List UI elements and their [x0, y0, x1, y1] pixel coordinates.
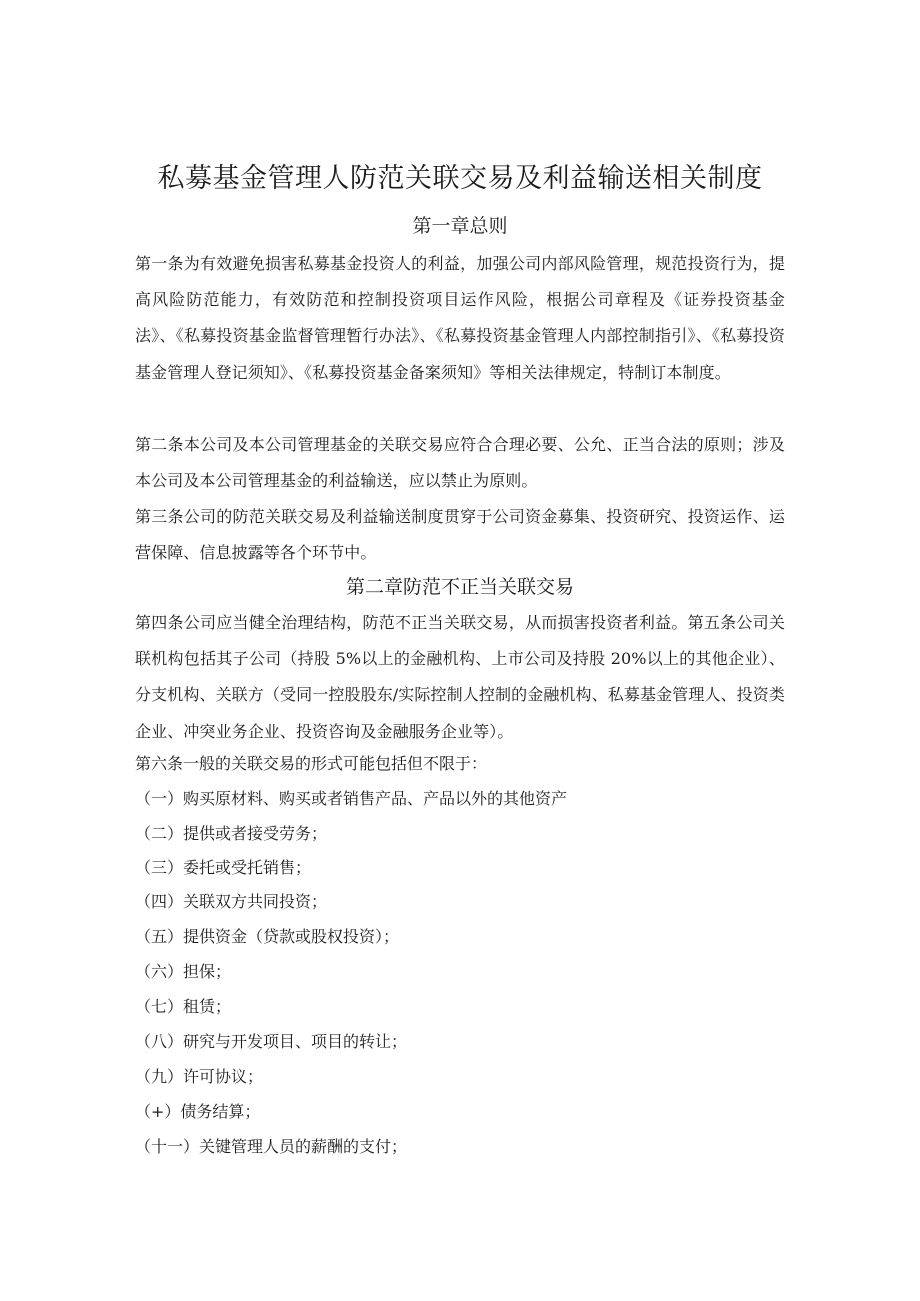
list-item: （八）研究与开发项目、项目的转让； — [135, 1032, 408, 1051]
list-item: （九）许可协议； — [135, 1067, 264, 1086]
document-title: 私募基金管理人防范关联交易及利益输送相关制度 — [157, 163, 763, 194]
chapter-1-heading: 第一章总则 — [412, 215, 508, 237]
list-item: （六）担保； — [135, 962, 232, 981]
list-item: （十一）关键管理人员的薪酬的支付； — [135, 1137, 408, 1156]
list-item: （四）关联双方共同投资； — [135, 892, 328, 911]
list-item: （五）提供资金（贷款或股权投资）； — [135, 927, 400, 946]
article-1: 第一条为有效避免损害私募基金投资人的利益，加强公司内部风险管理，规范投资行为，提高风险防范能力，有效防范和控制投资项目运作风险，根据公司章程及《证券投资基金法》、《私募投资基金监督管理暂行办法》、《私募投资基金管理人内部控制指引》、《私募投资基金管理人登记须知》、《私募投资基金备案须知》等相关法律规定，特制订本制度。 — [135, 254, 785, 382]
list-item: （二）提供或者接受劳务； — [135, 824, 328, 843]
article-2: 第二条本公司及本公司管理基金的关联交易应符合合理必要、公允、正当合法的原则；涉及本公司及本公司管理基金的利益输送，应以禁止为原则。 — [135, 435, 785, 491]
list-item: （三）委托或受托销售； — [135, 858, 312, 877]
article-6: 第六条一般的关联交易的形式可能包括但不限于： — [135, 754, 488, 773]
list-item: （+）债务结算； — [135, 1102, 261, 1121]
chapter-2-heading: 第二章防范不正当关联交易 — [345, 576, 574, 598]
article-3: 第三条公司的防范关联交易及利益输送制度贯穿于公司资金募集、投资研究、投资运作、运营保障、信息披露等各个环节中。 — [135, 507, 785, 563]
list-item: （七）租赁； — [135, 997, 232, 1016]
article-4-5: 第四条公司应当健全治理结构，防范不正当关联交易，从而损害投资者利益。第五条公司关联机构包括其子公司（持股 5%以上的金融机构、上市公司及持股 20%以上的其他企业）、分支机构、关联方（受同一控股股东/实际控制人控制的金融机构、私募基金管理人、投资类企业、冲突业务企业、投资咨询及金融服务企业等）。 — [135, 613, 785, 741]
list-item: （一）购买原材料、购买或者销售产品、产品以外的其他资产 — [135, 789, 568, 808]
